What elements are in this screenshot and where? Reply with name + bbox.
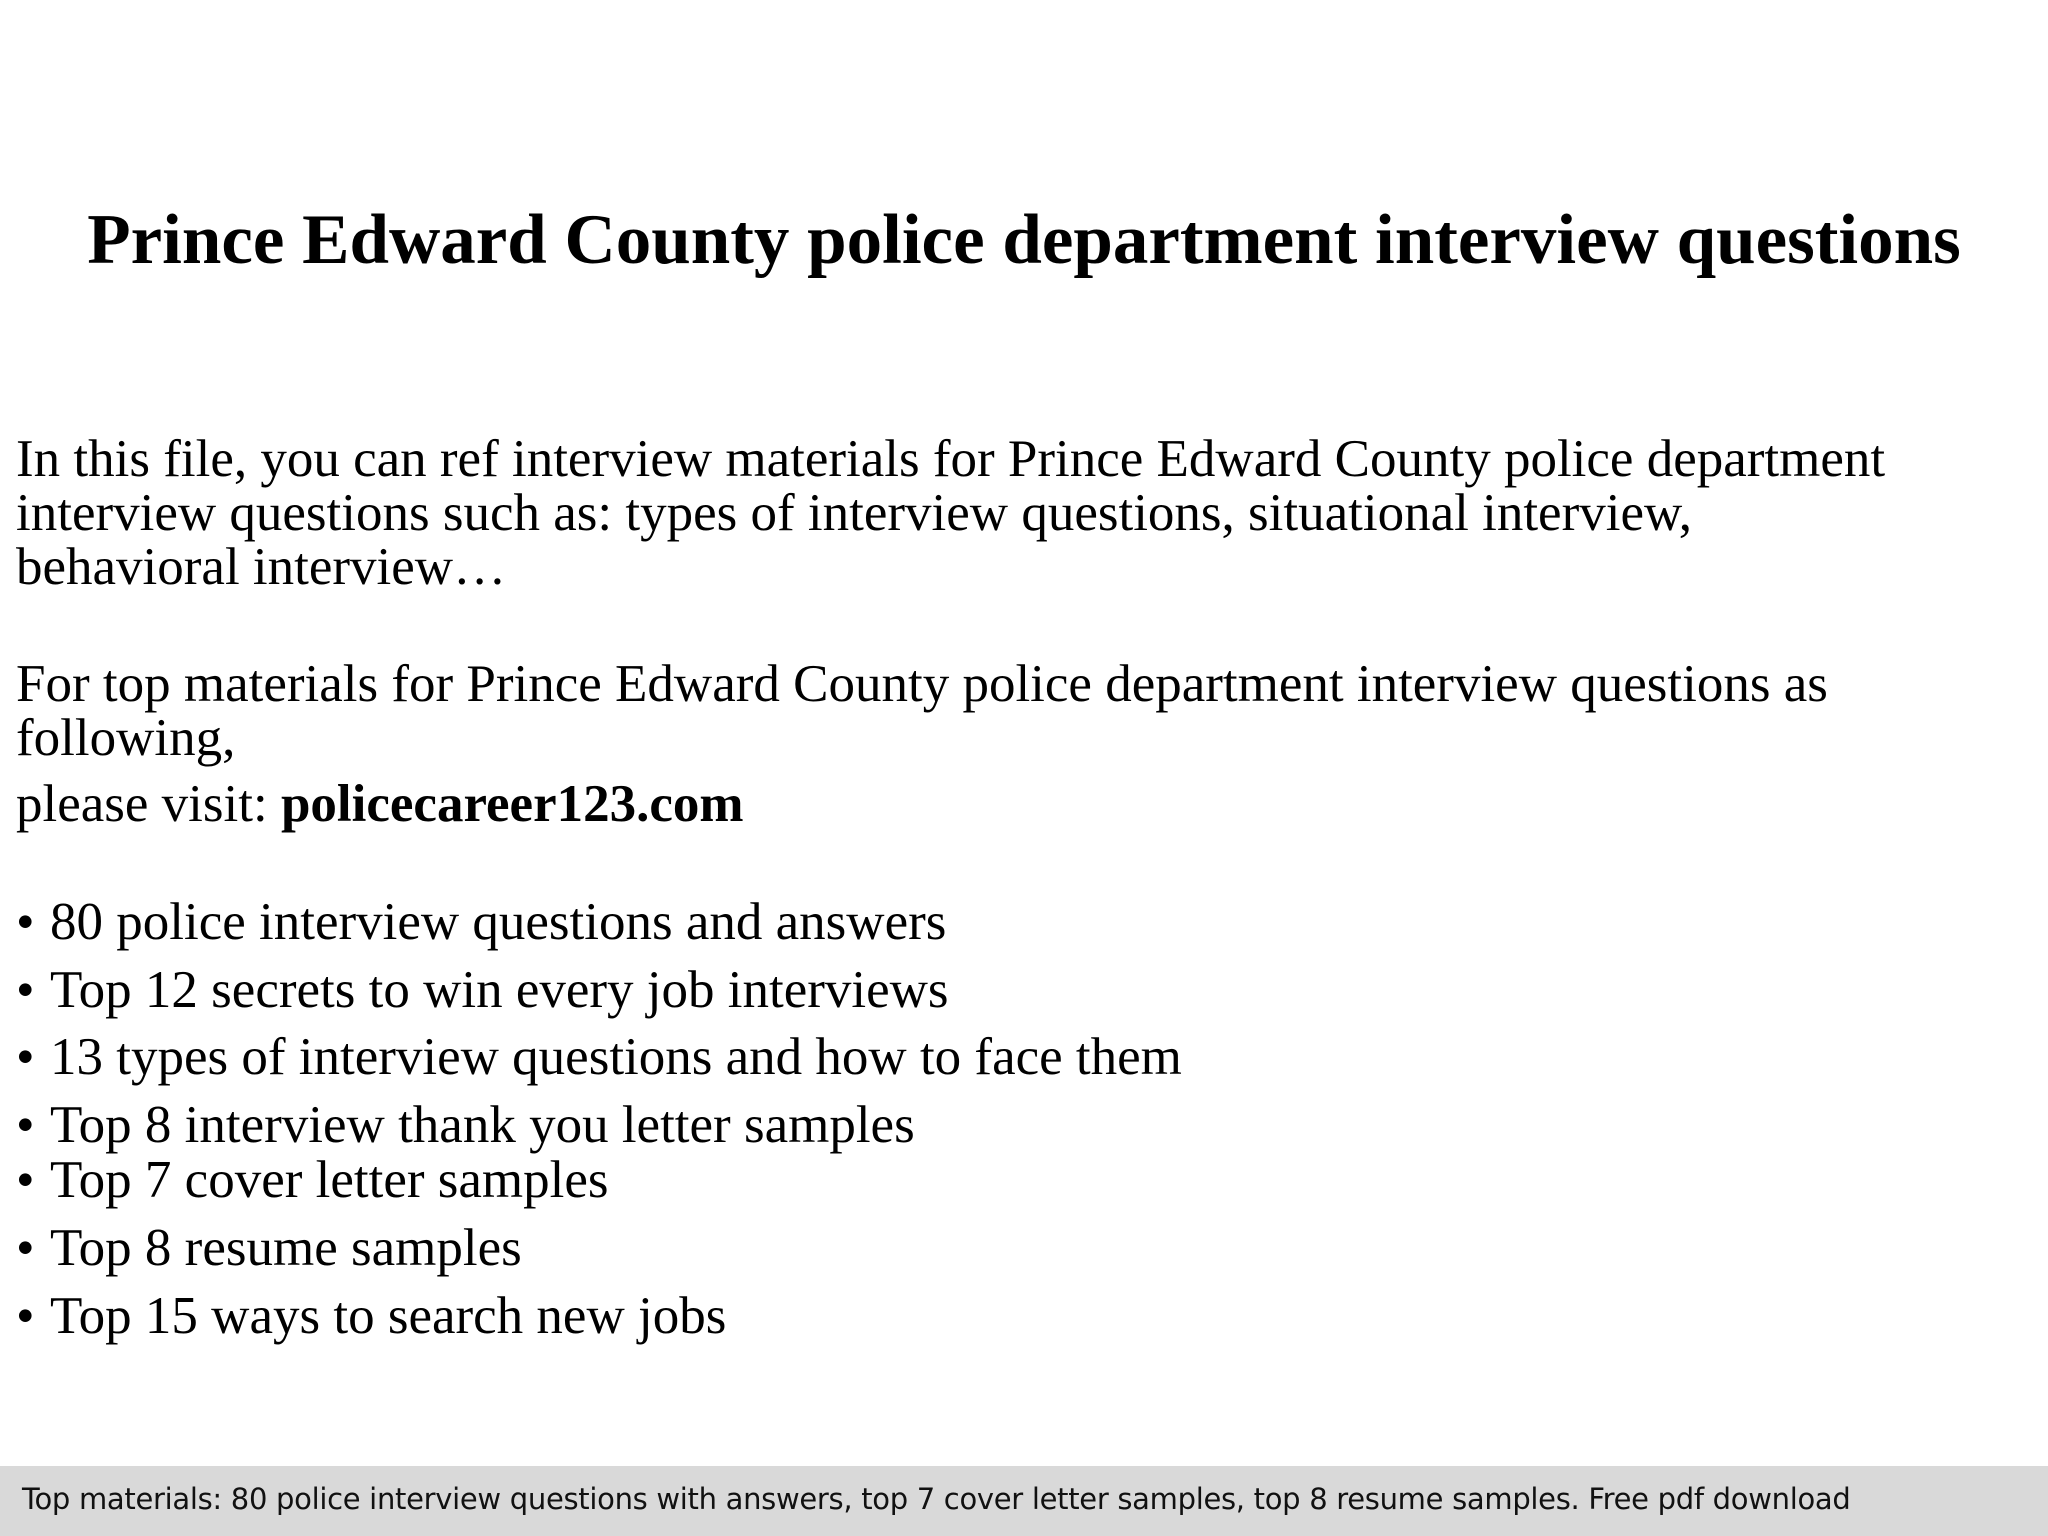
list-item bbox=[16, 960, 949, 1020]
visit-paragraph bbox=[16, 657, 2046, 831]
bullet-icon: • bbox=[16, 961, 35, 1019]
bullet-icon: • bbox=[16, 1219, 35, 1277]
list-item bbox=[16, 1150, 609, 1210]
bullet-icon: • bbox=[16, 1287, 35, 1345]
visit-line: For top materials for Prince Edward County police department interview questions as bbox=[16, 655, 1828, 713]
list-item-text: Top 7 cover letter samples bbox=[50, 1151, 609, 1209]
list-item-text: Top 12 secrets to win every job interviews bbox=[50, 961, 949, 1019]
bullet-icon: • bbox=[16, 893, 35, 951]
visit-url-line bbox=[16, 777, 2046, 831]
intro-line: behavioral interview… bbox=[16, 538, 507, 596]
list-item bbox=[16, 892, 946, 952]
intro-line: In this file, you can ref interview materials for Prince Edward County police department bbox=[16, 430, 1886, 488]
bullet-icon: • bbox=[16, 1028, 35, 1086]
list-item bbox=[16, 1286, 726, 1346]
list-item-text: Top 8 resume samples bbox=[50, 1219, 522, 1277]
list-item bbox=[16, 1218, 522, 1278]
bullet-icon: • bbox=[16, 1096, 35, 1154]
visit-prefix: please visit: bbox=[16, 775, 281, 833]
list-item-text: 80 police interview questions and answers bbox=[50, 893, 947, 951]
list-item bbox=[16, 1095, 915, 1155]
list-item-text: Top 15 ways to search new jobs bbox=[50, 1287, 727, 1345]
list-item-text: 13 types of interview questions and how to face them bbox=[50, 1028, 1182, 1086]
site-link[interactable]: policecareer123.com bbox=[280, 775, 744, 833]
intro-paragraph bbox=[16, 432, 2046, 594]
intro-line: interview questions such as: types of interview questions, situational interview, bbox=[16, 484, 1693, 542]
page-title: Prince Edward County police department interview questions bbox=[87, 201, 1961, 279]
footer-bar bbox=[0, 1466, 2048, 1536]
footer-text: Top materials: 80 police interview questions with answers, top 7 cover letter samples, top 8 resume samples. Free pdf download bbox=[22, 1482, 1851, 1516]
list-item bbox=[16, 1027, 1182, 1087]
visit-line: following, bbox=[16, 709, 236, 767]
bullet-icon: • bbox=[16, 1151, 35, 1209]
list-item-text: Top 8 interview thank you letter samples bbox=[50, 1096, 915, 1154]
